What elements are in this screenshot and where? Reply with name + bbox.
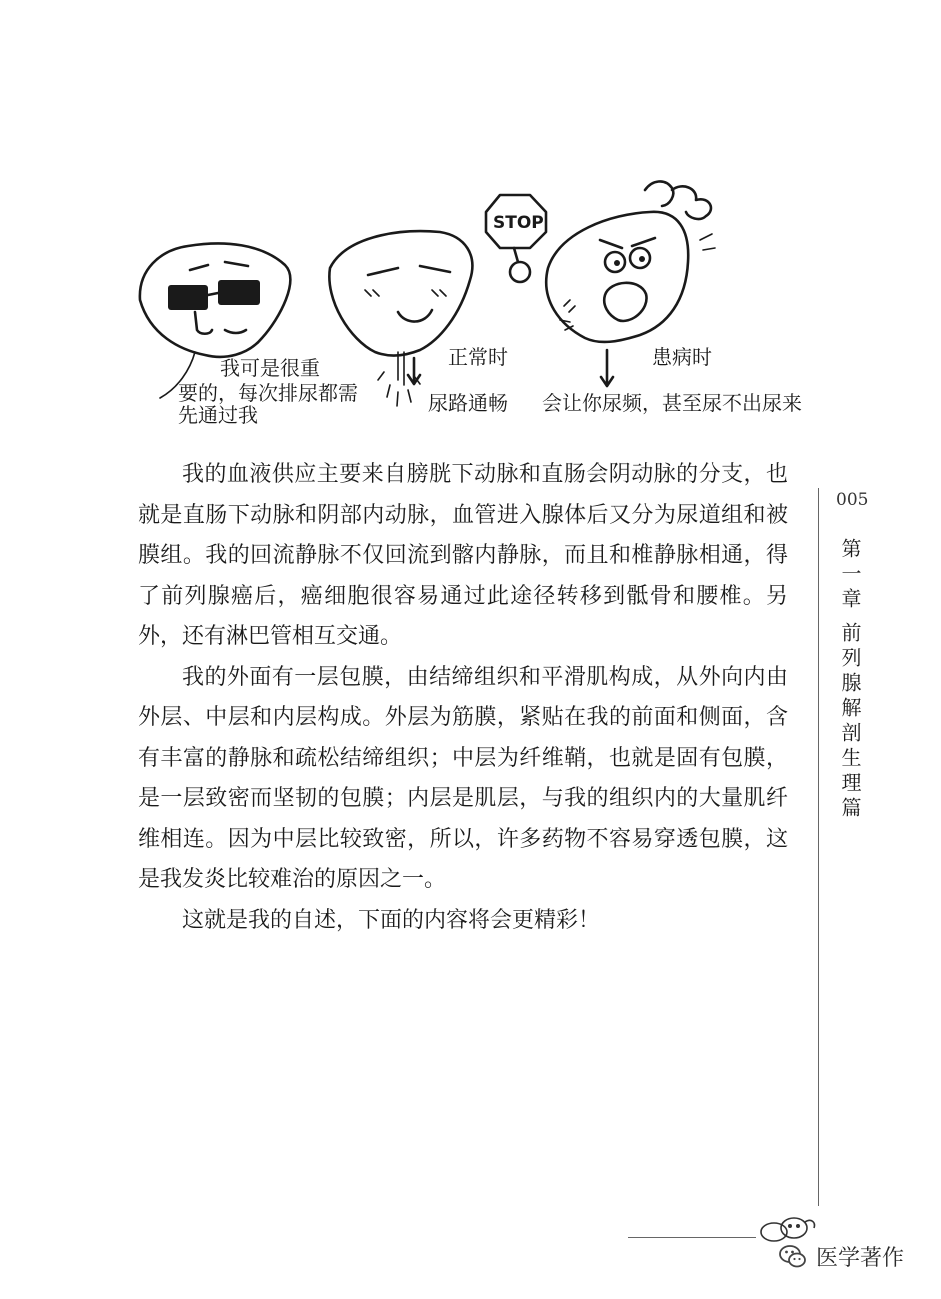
sunglasses-left-lens bbox=[168, 285, 208, 310]
section-title: 前列腺解剖生理篇 bbox=[838, 622, 862, 822]
watermark bbox=[778, 1241, 904, 1272]
svg-text:STOP: STOP bbox=[493, 213, 544, 233]
normal-caption: 尿路通畅 bbox=[428, 391, 508, 415]
sunglasses-right-lens bbox=[218, 280, 260, 305]
side-divider bbox=[818, 488, 819, 1206]
wechat-icon bbox=[778, 1242, 808, 1272]
chapter-label: 第一章 bbox=[838, 538, 862, 613]
stop-sign bbox=[486, 195, 546, 282]
down-arrow-normal bbox=[408, 358, 420, 384]
footer-divider bbox=[628, 1237, 756, 1238]
paragraph: 我的血液供应主要来自膀胱下动脉和直肠会阴动脉的分支，也就是直肠下动脉和阴部内动脉，血管进入腺体后又分为尿道组和被膜组。我的回流静脉不仅回流到髂内静脉，而且和椎静脉相通，得了前列腺癌后，癌细胞很容易通过此途径转移到骶骨和腰椎。另外，还有淋巴管相互交通。 bbox=[138, 462, 788, 649]
cartoon-illustration bbox=[0, 0, 941, 450]
speech-left-line2: 要的，每次排尿都需 bbox=[178, 381, 358, 405]
footer-cartoon-icon bbox=[758, 1212, 820, 1244]
sick-prostate-character bbox=[546, 181, 715, 342]
watermark-text: 医学著作 bbox=[816, 1246, 905, 1271]
sick-label: 患病时 bbox=[652, 345, 712, 369]
down-arrow-sick bbox=[601, 350, 613, 386]
normal-label: 正常时 bbox=[448, 345, 508, 369]
speech-left-line1: 我可是很重 bbox=[220, 356, 320, 380]
calm-prostate-character bbox=[329, 231, 472, 406]
paragraph: 这就是我的自述，下面的内容将会更精彩！ bbox=[182, 907, 601, 933]
page-number: 005 bbox=[836, 490, 869, 510]
body-text bbox=[138, 455, 788, 941]
sick-caption: 会让你尿频，甚至尿不出尿来 bbox=[542, 391, 802, 415]
paragraph: 我的外面有一层包膜，由结缔组织和平滑肌构成，从外向内由外层、中层和内层构成。外层为筋膜，紧贴在我的前面和侧面，含有丰富的静脉和疏松结缔组织；中层为纤维鞘，也就是固有包膜，是一层致密而坚韧的包膜；内层是肌层，与我的组织内的大量肌纤维相连。因为中层比较致密，所以，许多药物不容易穿透包膜，这是我发炎比较难治的原因之一。 bbox=[138, 664, 788, 892]
speech-left-line3: 先通过我 bbox=[178, 403, 258, 427]
